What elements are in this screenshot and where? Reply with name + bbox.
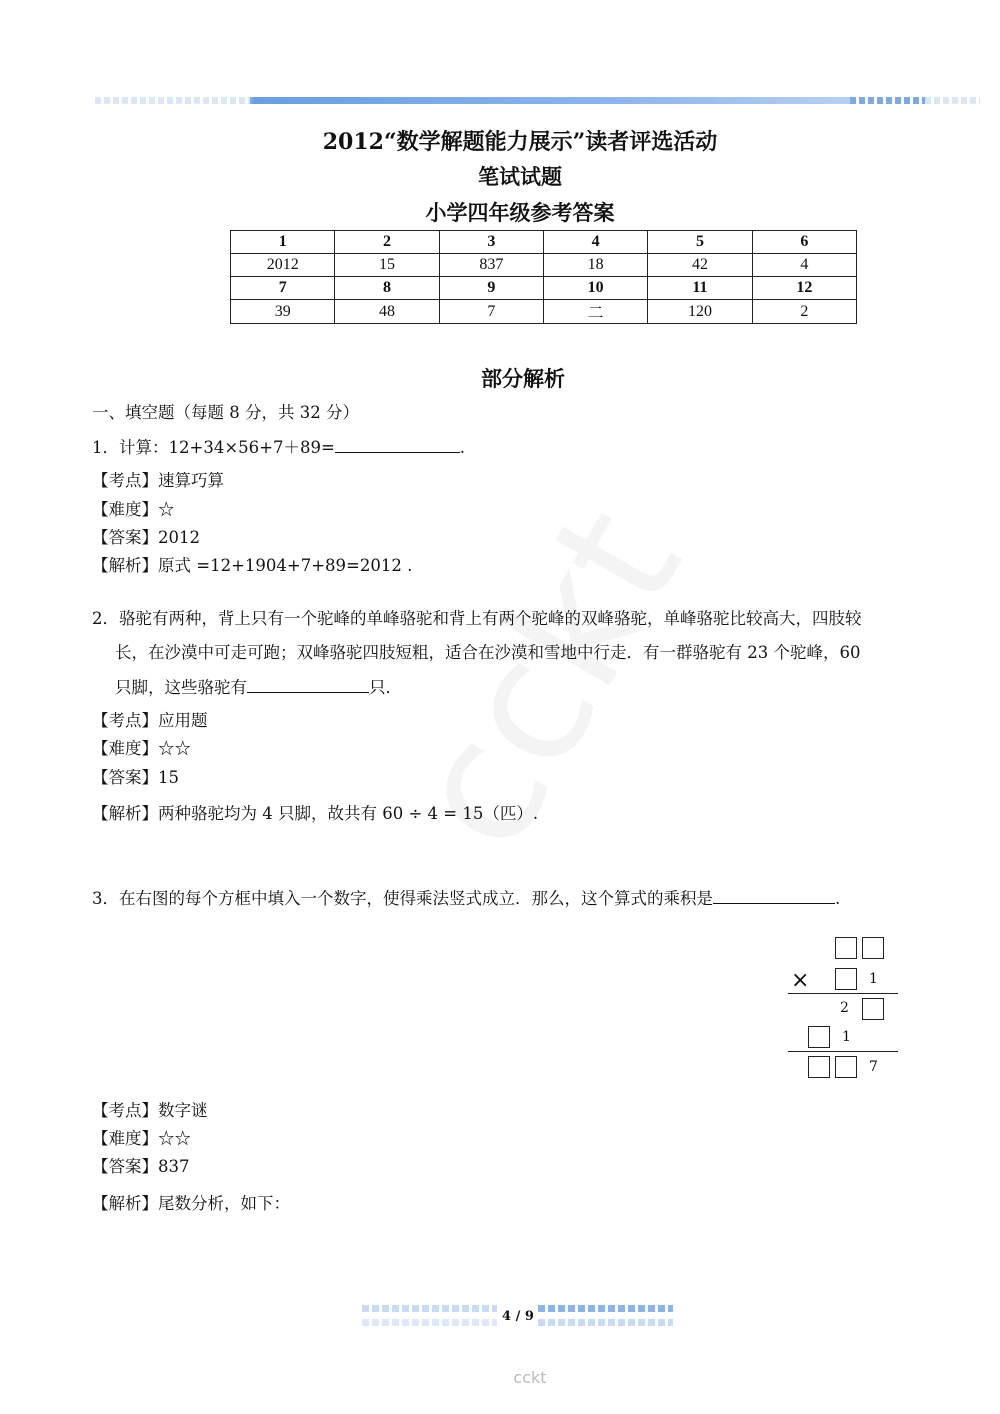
table-cell: 二 <box>544 300 648 324</box>
page-subtitle: 笔试试题 <box>478 164 562 189</box>
divider-line <box>788 1051 898 1052</box>
divider-line <box>788 993 898 994</box>
page-subtitle-grade: 小学四年级参考答案 <box>425 200 615 225</box>
table-cell: 8 <box>335 277 439 300</box>
section-subtitle: 一、填空题（每题 8 分，共 32 分） <box>92 403 359 422</box>
q2-line3 <box>115 674 402 698</box>
q3-nandu: 【难度】☆☆ <box>92 1129 191 1148</box>
table-cell: 2 <box>752 300 856 324</box>
given-digit: 1 <box>842 1029 851 1045</box>
q2-line2: 长，在沙漠中可走可跑；双峰骆驼四肢短粗，适合在沙漠和雪地中行走．有一群骆驼有 23 个驼峰，60 <box>115 643 861 662</box>
question-3 <box>92 885 840 909</box>
question-1 <box>92 434 465 458</box>
bottom-watermark: cckt <box>513 1368 547 1387</box>
table-cell: 10 <box>544 277 648 300</box>
q2-daan: 【答案】15 <box>92 768 179 787</box>
table-cell: 42 <box>648 254 752 277</box>
q2-jiexi: 【解析】两种骆驼均为 4 只脚，故共有 60 ÷ 4 = 15（匹）. <box>92 804 539 823</box>
question-1-stem-end: . <box>459 438 466 457</box>
footer-decoration <box>362 1319 497 1326</box>
table-cell: 7 <box>439 300 543 324</box>
table-cell: 1 <box>231 231 335 254</box>
section-title: 部分解析 <box>481 366 565 391</box>
table-cell: 9 <box>439 277 543 300</box>
footer-decoration <box>538 1305 673 1312</box>
times-sign: × <box>791 968 810 993</box>
digit-box <box>835 937 857 959</box>
q2-line3-end: 只． <box>369 678 402 697</box>
page-number: 4 / 9 <box>502 1309 534 1324</box>
table-cell: 39 <box>231 300 335 324</box>
multiplication-puzzle <box>780 930 910 1085</box>
footer-decoration <box>362 1305 497 1312</box>
table-cell: 11 <box>648 277 752 300</box>
q1-nandu: 【难度】☆ <box>92 500 175 519</box>
table-cell: 2 <box>335 231 439 254</box>
q2-kaodian: 【考点】应用题 <box>92 711 208 730</box>
given-digit: 7 <box>869 1059 878 1075</box>
table-cell: 6 <box>752 231 856 254</box>
digit-box <box>808 1026 830 1048</box>
q3-jiexi: 【解析】尾数分析，如下： <box>92 1194 290 1213</box>
table-cell: 4 <box>752 254 856 277</box>
header-decorative-bar <box>95 97 980 104</box>
answer-blank <box>713 887 835 904</box>
digit-box <box>808 1056 830 1078</box>
digit-box <box>835 968 857 990</box>
table-cell: 837 <box>439 254 543 277</box>
question-3-stem-end: . <box>835 889 841 908</box>
q2-line1: 2．骆驼有两种，背上只有一个驼峰的单峰骆驼和背上有两个驼峰的双峰骆驼，单峰骆驼比较高大，四肢较 <box>92 609 862 628</box>
table-cell: 12 <box>752 277 856 300</box>
question-3-stem: 3．在右图的每个方框中填入一个数字，使得乘法竖式成立．那么，这个算式的乘积是 <box>92 889 713 908</box>
footer-decoration <box>538 1319 673 1326</box>
table-cell: 48 <box>335 300 439 324</box>
q1-jiexi: 【解析】原式 =12+1904+7+89=2012 . <box>92 556 413 575</box>
answer-blank <box>335 436 460 453</box>
q1-daan: 【答案】2012 <box>92 528 200 547</box>
table-cell: 3 <box>439 231 543 254</box>
answer-table-row <box>231 277 857 300</box>
given-digit: 2 <box>840 1000 849 1016</box>
table-cell: 15 <box>335 254 439 277</box>
q3-daan: 【答案】837 <box>92 1157 190 1176</box>
page-title: 2012“数学解题能力展示”读者评选活动 <box>322 129 718 155</box>
answer-blank <box>247 676 369 693</box>
digit-box <box>862 937 884 959</box>
q2-line3-start: 只脚，这些骆驼有 <box>115 678 247 697</box>
table-cell: 2012 <box>231 254 335 277</box>
q1-kaodian: 【考点】速算巧算 <box>92 471 224 490</box>
digit-box <box>835 1056 857 1078</box>
q3-kaodian: 【考点】数字谜 <box>92 1101 208 1120</box>
question-1-stem: 1．计算：12+34×56+7＋89= <box>92 438 335 457</box>
q2-nandu: 【难度】☆☆ <box>92 739 191 758</box>
table-cell: 5 <box>648 231 752 254</box>
answer-table-row <box>231 300 857 324</box>
table-cell: 18 <box>544 254 648 277</box>
table-cell: 120 <box>648 300 752 324</box>
given-digit: 1 <box>869 971 878 987</box>
table-cell: 4 <box>544 231 648 254</box>
answer-table-row <box>231 254 857 277</box>
answer-table-row <box>231 231 857 254</box>
digit-box <box>862 998 884 1020</box>
answer-table <box>230 230 857 324</box>
table-cell: 7 <box>231 277 335 300</box>
